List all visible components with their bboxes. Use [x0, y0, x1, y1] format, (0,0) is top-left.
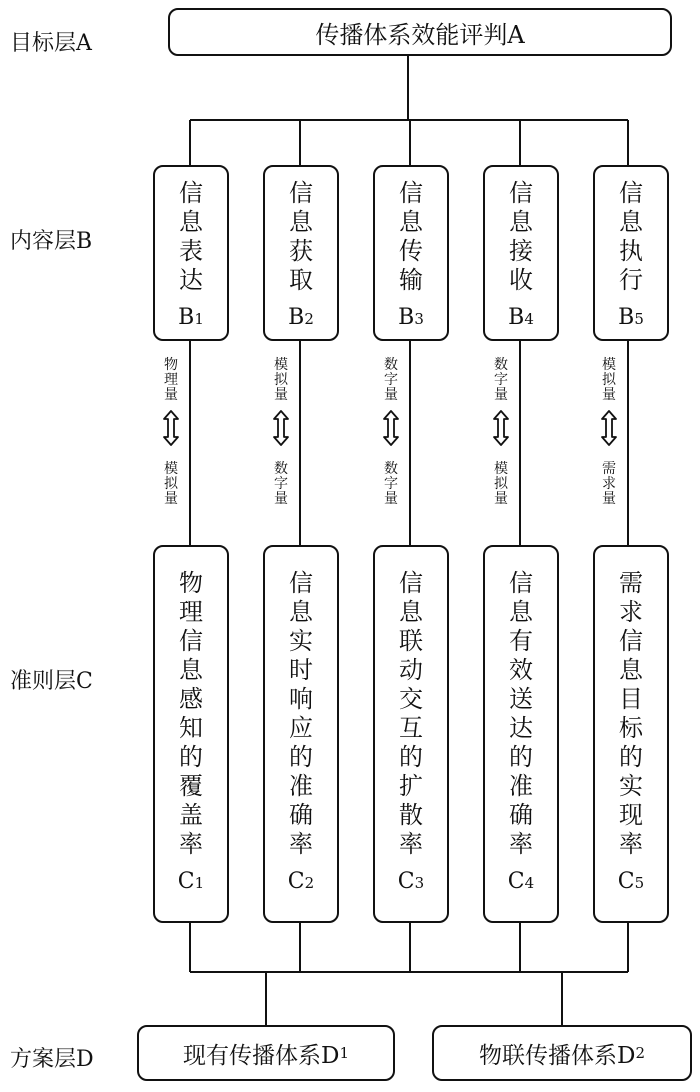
conversion-from: 数 字 量 [490, 358, 512, 403]
conversion-to: 数 字 量 [380, 462, 402, 507]
criteria-node-label: C4 [507, 869, 535, 894]
conversion-from: 模 拟 量 [598, 358, 620, 403]
content-node-char: 收 [509, 266, 533, 294]
content-node-char: 信 [399, 179, 423, 207]
conversion-to: 模 拟 量 [160, 462, 182, 507]
content-node-char: 息 [289, 208, 313, 236]
double-arrow-icon [380, 410, 402, 446]
conversion-from: 物 理 量 [160, 358, 182, 403]
content-node-char: 息 [179, 208, 203, 236]
double-arrow-icon [270, 410, 292, 446]
content-node-char: 信 [289, 179, 313, 207]
criteria-node-label: C2 [287, 869, 315, 894]
scheme-box-d1 [137, 1025, 395, 1081]
criteria-node-c4: 信 息 有 效 送 达 的 准 确 率 C4 [483, 545, 559, 923]
conversion-to: 需 求 量 [598, 462, 620, 507]
criteria-node-label: C3 [397, 869, 425, 894]
content-node-char: 取 [289, 266, 313, 294]
conversion-from: 模 拟 量 [270, 358, 292, 403]
scheme-box-d2 [432, 1025, 692, 1081]
double-arrow-icon [598, 410, 620, 446]
content-node-char: 传 [399, 237, 423, 265]
conversion-to: 数 字 量 [270, 462, 292, 507]
conversion-to: 模 拟 量 [490, 462, 512, 507]
content-node-char: 行 [619, 266, 643, 294]
layer-label-c: 准则层C [10, 669, 93, 694]
content-node-char: 执 [619, 237, 643, 265]
content-node-b2 [263, 165, 339, 341]
content-node-b4 [483, 165, 559, 341]
criteria-node-c1: 物 理 信 息 感 知 的 覆 盖 率 C1 [153, 545, 229, 923]
content-node-label: B4 [508, 305, 534, 330]
scheme-text: 现有传播体系D [183, 1042, 340, 1069]
layer-label-d: 方案层D [10, 1047, 94, 1072]
content-node-char: 信 [619, 179, 643, 207]
content-node-char: 获 [289, 237, 313, 265]
conversion-from: 数 字 量 [380, 358, 402, 403]
criteria-node-c5: 需 求 信 息 目 标 的 实 现 率 C5 [593, 545, 669, 923]
content-node-char: 信 [179, 179, 203, 207]
criteria-node-c2: 信 息 实 时 响 应 的 准 确 率 C2 [263, 545, 339, 923]
content-node-label: B3 [398, 305, 424, 330]
content-node-b1 [153, 165, 229, 341]
goal-text: 传播体系效能评判A [315, 20, 525, 49]
layer-label-b: 内容层B [10, 229, 93, 254]
content-node-char: 输 [399, 266, 423, 294]
criteria-node-c3: 信 息 联 动 交 互 的 扩 散 率 C3 [373, 545, 449, 923]
criteria-node-label: C1 [177, 869, 205, 894]
content-node-char: 信 [509, 179, 533, 207]
content-node-char: 表 [179, 237, 203, 265]
content-node-b5 [593, 165, 669, 341]
content-node-char: 接 [509, 237, 533, 265]
scheme-subscript: 2 [635, 1044, 645, 1062]
content-node-label: B1 [178, 305, 204, 330]
scheme-text: 物联传播体系D [479, 1042, 636, 1069]
content-node-label: B5 [618, 305, 644, 330]
double-arrow-icon [490, 410, 512, 446]
content-node-label: B2 [288, 305, 314, 330]
content-node-char: 息 [619, 208, 643, 236]
layer-label-a: 目标层A [10, 31, 92, 56]
content-node-char: 息 [509, 208, 533, 236]
content-node-char: 达 [179, 266, 203, 294]
goal-box [168, 8, 672, 56]
scheme-subscript: 1 [339, 1044, 349, 1062]
content-node-b3 [373, 165, 449, 341]
criteria-node-label: C5 [617, 869, 645, 894]
content-node-char: 息 [399, 208, 423, 236]
double-arrow-icon [160, 410, 182, 446]
